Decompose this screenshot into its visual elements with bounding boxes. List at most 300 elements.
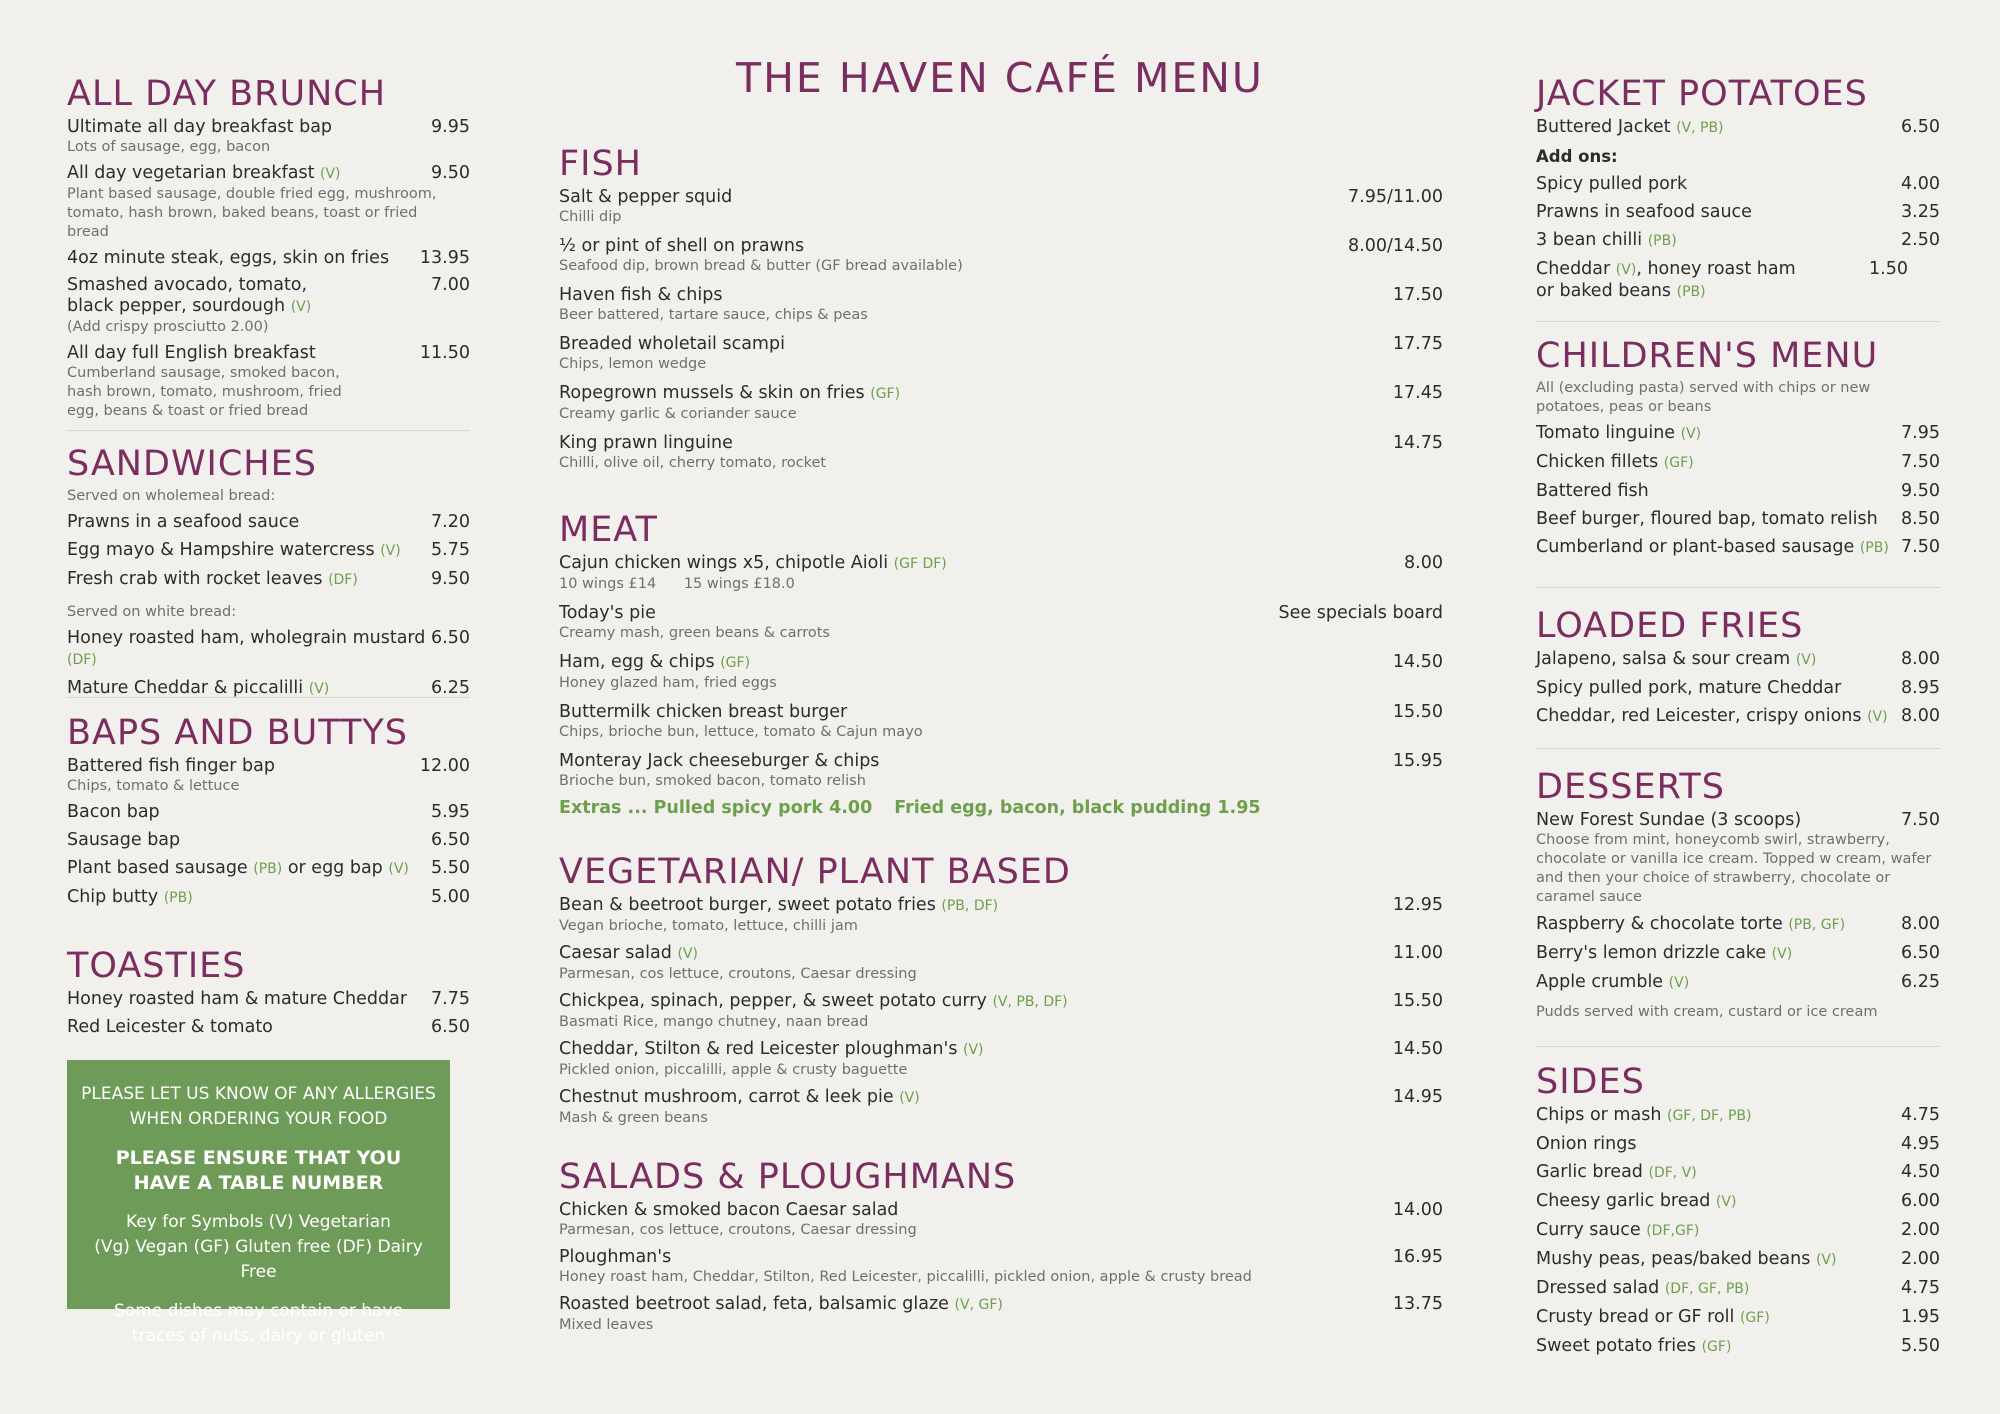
menu-item: [1536, 1336, 1940, 1358]
item-name: Cheddar: [1536, 259, 1611, 279]
item-price: 14.50: [1392, 1039, 1443, 1059]
item-name: Cheddar, Stilton & red Leicester ploughman's: [559, 1039, 958, 1059]
item-price: 9.50: [431, 163, 470, 183]
menu-item: [1536, 537, 1940, 559]
diet-tag: (GF): [870, 386, 901, 402]
item-price: 8.00/14.50: [1348, 236, 1443, 256]
item-name: Bean & beetroot burger, sweet potato fries: [559, 895, 936, 915]
diet-tag: (V): [1771, 946, 1793, 962]
item-name: Haven fish & chips: [559, 285, 723, 305]
menu-item: [67, 756, 470, 796]
extras-pork: Extras ... Pulled spicy pork 4.00: [559, 798, 873, 818]
item-name: Chickpea, spinach, pepper, & sweet potato curry: [559, 991, 987, 1011]
diet-tag: (V, PB, DF): [992, 994, 1068, 1010]
item-price: 14.75: [1392, 433, 1443, 453]
item-price: 12.00: [419, 756, 470, 776]
item-price: 7.20: [431, 512, 470, 532]
item-price: 2.50: [1901, 230, 1940, 250]
item-price: 8.00: [1901, 706, 1940, 726]
item-desc: Parmesan, cos lettuce, croutons, Caesar dressing: [559, 1222, 917, 1238]
item-desc: Chips, lemon wedge: [559, 356, 707, 372]
addons-label: Add ons:: [1536, 147, 1618, 166]
diet-tag: (V): [1715, 1194, 1737, 1210]
item-desc: (Add crispy prosciutto 2.00): [67, 319, 269, 335]
sandwiches-section: [67, 444, 470, 700]
item-name: , honey roast ham: [1636, 259, 1796, 279]
diet-tag: (GF DF): [893, 556, 947, 572]
item-price: 6.25: [1901, 972, 1940, 992]
sides-section: [1536, 1062, 1940, 1358]
diet-tag: (V): [308, 681, 330, 697]
menu-item: [559, 1039, 1443, 1080]
diet-tag: (V): [1668, 975, 1690, 991]
diet-tag: (PB): [1676, 284, 1706, 300]
menu-item: [1536, 509, 1940, 530]
item-desc: Vegan brioche, tomato, lettuce, chilli jam: [559, 918, 858, 934]
diet-tag: (DF): [328, 572, 358, 588]
menu-item: [1536, 1220, 1940, 1242]
menu-item: [559, 751, 1443, 791]
item-price: 7.50: [1901, 452, 1940, 472]
item-price: 16.95: [1392, 1247, 1443, 1267]
item-price: 6.50: [431, 628, 470, 648]
diet-tag: (PB): [1859, 540, 1889, 556]
item-desc: Pickled onion, piccalilli, apple & crusty baguette: [559, 1062, 908, 1078]
menu-item: [559, 895, 1443, 936]
item-name: Sweet potato fries: [1536, 1336, 1697, 1356]
item-name: Chicken fillets: [1536, 452, 1659, 472]
item-name: Jalapeno, salsa & sour cream: [1536, 649, 1791, 669]
item-name: Spicy pulled pork, mature Cheddar: [1536, 678, 1842, 698]
item-name: Chips or mash: [1536, 1105, 1662, 1125]
brunch-section: [67, 74, 470, 421]
diet-tag: (V): [963, 1042, 984, 1058]
diet-tag: (V): [290, 299, 312, 315]
item-price: 15.50: [1392, 991, 1443, 1011]
menu-item: [559, 1087, 1443, 1128]
item-price: 9.50: [1901, 481, 1940, 501]
menu-item: [559, 1247, 1443, 1287]
item-price: 7.95: [1901, 423, 1940, 443]
diet-tag: (GF): [1663, 455, 1694, 471]
menu-item: [1536, 1105, 1940, 1127]
item-desc: Brioche bun, smoked bacon, tomato relish: [559, 773, 866, 789]
item-price: 14.95: [1392, 1087, 1443, 1107]
diet-tag: (V): [1815, 1252, 1837, 1268]
menu-item: [1536, 914, 1940, 936]
item-desc: Mash & green beans: [559, 1110, 708, 1126]
item-price: 6.50: [431, 830, 470, 850]
bread-note: Served on white bread:: [67, 604, 237, 620]
item-name: Chicken & smoked bacon Caesar salad: [559, 1200, 899, 1220]
loaded-fries-title: LOADED FRIES: [1536, 606, 1804, 646]
item-name: Breaded wholetail scampi: [559, 334, 785, 354]
notice-line: (Vg) Vegan (GF) Gluten free (DF) Dairy Free: [94, 1237, 423, 1282]
extras-egg: Fried egg, bacon, black pudding 1.95: [894, 798, 1261, 818]
item-name: Battered fish: [1536, 481, 1649, 501]
item-name: Battered fish finger bap: [67, 756, 275, 776]
menu-item: [1536, 202, 1940, 223]
diet-tag: (DF): [67, 652, 97, 668]
item-desc: Chips, tomato & lettuce: [67, 778, 240, 794]
bread-note: Served on wholemeal bread:: [67, 488, 276, 504]
diet-tag: (V): [1615, 262, 1637, 278]
item-desc: Creamy mash, green beans & carrots: [559, 625, 830, 641]
item-desc: Beer battered, tartare sauce, chips & peas: [559, 307, 868, 323]
menu-item: [1536, 810, 1940, 907]
item-price: 13.75: [1392, 1294, 1443, 1314]
menu-item: [1536, 1162, 1940, 1184]
item-price: 1.50: [1869, 259, 1908, 279]
item-price: 14.50: [1392, 652, 1443, 672]
vegetarian-title: VEGETARIAN/ PLANT BASED: [559, 852, 1071, 892]
divider: [1536, 748, 1940, 749]
item-name-suffix: or egg bap: [287, 858, 383, 878]
item-price: 8.50: [1901, 509, 1940, 529]
item-name: Cumberland or plant-based sausage: [1536, 537, 1855, 557]
item-name: Onion rings: [1536, 1134, 1637, 1154]
item-name: Egg mayo & Hampshire watercress: [67, 540, 375, 560]
item-name: Sausage bap: [67, 830, 181, 850]
item-price: 3.25: [1901, 202, 1940, 222]
menu-item: [559, 383, 1443, 424]
diet-tag: (V): [899, 1090, 920, 1106]
item-price: 7.50: [1901, 810, 1940, 830]
item-price: 4.75: [1901, 1105, 1940, 1125]
diet-tag: (GF): [1739, 1310, 1770, 1326]
menu-item: [559, 433, 1443, 473]
item-desc: Honey roast ham, Cheddar, Stilton, Red Leicester, piccalilli, pickled onion, apple & crusty bread: [559, 1269, 1252, 1285]
menu-item: [1536, 259, 1908, 303]
sandwiches-title: SANDWICHES: [67, 444, 317, 484]
divider: [1536, 587, 1940, 588]
item-price: 7.95/11.00: [1348, 187, 1443, 207]
diet-tag: (V, PB): [1676, 120, 1724, 136]
divider: [67, 430, 470, 431]
menu-item: [559, 603, 1443, 643]
item-name: Salt & pepper squid: [559, 187, 733, 207]
jacket-title: JACKET POTATOES: [1536, 74, 1868, 114]
menu-item: [1536, 481, 1940, 502]
baps-section: [67, 713, 470, 909]
menu-item: [1536, 972, 1940, 994]
item-price: See specials board: [1278, 603, 1443, 623]
fish-section: [559, 144, 1443, 473]
allergy-notice: [67, 1060, 450, 1346]
menu-item: [559, 652, 1443, 693]
item-price: 13.95: [419, 248, 470, 268]
menu-item: [1536, 423, 1940, 445]
item-name: Mushy peas, peas/baked beans: [1536, 1249, 1811, 1269]
item-name: Today's pie: [559, 603, 656, 623]
item-desc: Creamy garlic & coriander sauce: [559, 406, 797, 422]
item-price: 7.50: [1901, 537, 1940, 557]
menu-item: [1536, 678, 1940, 699]
item-desc: Chilli dip: [559, 209, 622, 225]
menu-item: [1536, 1278, 1940, 1300]
item-desc: Parmesan, cos lettuce, croutons, Caesar dressing: [559, 966, 917, 982]
item-price: 8.95: [1901, 678, 1940, 698]
item-name: Ropegrown mussels & skin on fries: [559, 383, 865, 403]
menu-item: [67, 887, 470, 909]
toasties-section: [67, 946, 470, 1038]
menu-item: [67, 163, 470, 242]
notice-line: Key for Symbols (V) Vegetarian: [126, 1212, 391, 1232]
children-title: CHILDREN'S MENU: [1536, 336, 1879, 376]
item-price: 9.50: [431, 569, 470, 589]
item-name: Garlic bread: [1536, 1162, 1643, 1182]
item-name: Red Leicester & tomato: [67, 1017, 273, 1037]
menu-item: [67, 512, 470, 533]
item-price: 5.50: [431, 858, 470, 878]
item-price: 6.50: [431, 1017, 470, 1037]
item-price: 6.25: [431, 678, 470, 698]
item-name: Honey roasted ham & mature Cheddar: [67, 989, 408, 1009]
item-price: 5.50: [1901, 1336, 1940, 1356]
item-price: 8.00: [1901, 914, 1940, 934]
item-name: ½ or pint of shell on prawns: [559, 236, 805, 256]
item-name: All day vegetarian breakfast: [67, 163, 315, 183]
diet-tag: (GF): [720, 655, 751, 671]
menu-item: [1536, 174, 1940, 195]
diet-tag: (PB): [1647, 233, 1677, 249]
menu-item: [1536, 452, 1940, 474]
item-desc: Basmati Rice, mango chutney, naan bread: [559, 1014, 869, 1030]
item-price: 17.75: [1392, 334, 1443, 354]
item-name: Cheddar, red Leicester, crispy onions: [1536, 706, 1862, 726]
diet-tag: (PB, GF): [1788, 917, 1846, 933]
menu-item: [67, 275, 470, 337]
item-desc: Chips, brioche bun, lettuce, tomato & Cajun mayo: [559, 724, 923, 740]
item-desc: 10 wings £14 15 wings £18.0: [559, 576, 795, 592]
diet-tag: (V, GF): [954, 1297, 1003, 1313]
item-price: 9.95: [431, 117, 470, 137]
item-name: Tomato linguine: [1536, 423, 1676, 443]
menu-item: [1536, 1134, 1940, 1155]
menu-item: [67, 540, 470, 562]
menu-item: [1536, 943, 1940, 965]
item-name: Roasted beetroot salad, feta, balsamic glaze: [559, 1294, 949, 1314]
menu-item: [67, 989, 470, 1010]
menu-item: [559, 553, 1443, 594]
item-name: Chip butty: [67, 887, 159, 907]
desserts-title: DESSERTS: [1536, 767, 1725, 807]
diet-tag: (DF, GF, PB): [1664, 1281, 1750, 1297]
item-name: Raspberry & chocolate torte: [1536, 914, 1783, 934]
item-price: 17.50: [1392, 285, 1443, 305]
menu-item: [67, 1017, 470, 1038]
item-name: 3 bean chilli: [1536, 230, 1643, 250]
item-name: Dressed salad: [1536, 1278, 1660, 1298]
notice-line: PLEASE ENSURE THAT YOU: [115, 1147, 402, 1169]
item-name: Honey roasted ham, wholegrain mustard: [67, 628, 426, 648]
item-price: 15.95: [1392, 751, 1443, 771]
menu-item: [1536, 1307, 1940, 1329]
menu-item: [1536, 230, 1940, 252]
divider: [1536, 321, 1940, 322]
item-desc: Chilli, olive oil, cherry tomato, rocket: [559, 455, 827, 471]
menu-item: [1536, 1249, 1940, 1271]
item-name: Ham, egg & chips: [559, 652, 715, 672]
item-name: Plant based sausage: [67, 858, 248, 878]
meat-title: MEAT: [559, 510, 658, 550]
menu-item: [559, 1294, 1443, 1335]
menu-item: [67, 569, 470, 591]
item-price: 6.00: [1901, 1191, 1940, 1211]
menu-item: [67, 830, 470, 851]
diet-tag: (V): [320, 166, 341, 182]
item-name: Cajun chicken wings x5, chipotle Aioli: [559, 553, 889, 573]
item-name: Prawns in seafood sauce: [1536, 202, 1752, 222]
item-price: 1.95: [1901, 1307, 1940, 1327]
item-price: 5.95: [431, 802, 470, 822]
divider: [67, 697, 470, 698]
item-price: 11.50: [419, 343, 470, 363]
menu-item: [559, 187, 1443, 227]
item-name: Mature Cheddar & piccalilli: [67, 678, 304, 698]
item-name: Buttered Jacket: [1536, 117, 1671, 137]
item-price: 7.75: [431, 989, 470, 1009]
item-desc: Seafood dip, brown bread & butter (GF bread available): [559, 258, 963, 274]
menu-item: [67, 802, 470, 823]
item-price: 15.50: [1392, 702, 1443, 722]
menu-item: [67, 343, 470, 421]
item-desc: Plant based sausage, double fried egg, mushroom, tomato, hash brown, baked beans, toast or fried bread: [67, 186, 437, 240]
children-section: [1536, 336, 1940, 559]
item-price: 4.75: [1901, 1278, 1940, 1298]
item-name: Caesar salad: [559, 943, 672, 963]
diet-tag: (PB, DF): [941, 898, 999, 914]
item-name: Monteray Jack cheeseburger & chips: [559, 751, 880, 771]
notice-line: HAVE A TABLE NUMBER: [133, 1172, 384, 1194]
menu-item: [1536, 117, 1940, 139]
item-price: 7.00: [431, 275, 470, 295]
item-price: 6.50: [1901, 117, 1940, 137]
diet-tag: (DF, V): [1648, 1165, 1697, 1181]
item-desc: Lots of sausage, egg, bacon: [67, 139, 271, 155]
vegetarian-section: [559, 852, 1443, 1128]
diet-tag: (PB): [253, 861, 283, 877]
item-name: or baked beans: [1536, 281, 1672, 301]
diet-tag: (V): [1680, 426, 1702, 442]
menu-item: [67, 117, 470, 157]
menu-item: [67, 628, 470, 671]
item-name: Curry sauce: [1536, 1220, 1641, 1240]
item-name: Beef burger, floured bap, tomato relish: [1536, 509, 1878, 529]
menu-item: [559, 285, 1443, 325]
diet-tag: (V): [1795, 652, 1817, 668]
item-name: Ploughman's: [559, 1247, 672, 1267]
item-name: Berry's lemon drizzle cake: [1536, 943, 1767, 963]
item-price: 8.00: [1901, 649, 1940, 669]
baps-title: BAPS AND BUTTYS: [67, 713, 408, 753]
item-price: 2.00: [1901, 1249, 1940, 1269]
salads-title: SALADS & PLOUGHMANS: [559, 1157, 1017, 1197]
divider: [1536, 1046, 1940, 1047]
children-note: All (excluding pasta) served with chips or new potatoes, peas or beans: [1536, 380, 1871, 415]
item-price: 4.00: [1901, 174, 1940, 194]
item-name: Spicy pulled pork: [1536, 174, 1688, 194]
salads-section: [559, 1157, 1443, 1335]
sides-title: SIDES: [1536, 1062, 1645, 1102]
menu-item: [559, 334, 1443, 374]
item-price: 12.95: [1392, 895, 1443, 915]
item-price: 8.00: [1404, 553, 1443, 573]
item-name: 4oz minute steak, eggs, skin on fries: [67, 248, 390, 268]
diet-tag: (DF,GF): [1646, 1223, 1700, 1239]
jacket-section: [1536, 74, 1940, 303]
item-price: 5.75: [431, 540, 470, 560]
item-name: Smashed avocado, tomato, black pepper, sourdough: [67, 275, 308, 316]
desserts-section: [1536, 767, 1940, 1022]
item-name: Apple crumble: [1536, 972, 1664, 992]
notice-line: traces of nuts, dairy or gluten: [131, 1326, 386, 1346]
item-name: King prawn linguine: [559, 433, 733, 453]
item-price: 6.50: [1901, 943, 1940, 963]
menu-item: [67, 858, 470, 880]
menu-item: [1536, 1191, 1940, 1213]
menu-item: [559, 943, 1443, 984]
menu-item: [559, 236, 1443, 276]
item-desc: Cumberland sausage, smoked bacon, hash brown, tomato, mushroom, fried egg, beans & toast or fried bread: [67, 365, 342, 419]
item-name: Fresh crab with rocket leaves: [67, 569, 323, 589]
item-price: 14.00: [1392, 1200, 1443, 1220]
item-price: 2.00: [1901, 1220, 1940, 1240]
diet-tag: (PB): [163, 890, 193, 906]
toasties-title: TOASTIES: [67, 946, 246, 986]
item-price: 4.95: [1901, 1134, 1940, 1154]
menu-item: [559, 991, 1443, 1032]
menu-item: [559, 702, 1443, 742]
meat-section: [559, 510, 1443, 818]
item-price: 17.45: [1392, 383, 1443, 403]
menu-title: THE HAVEN CAFÉ MENU: [736, 54, 1264, 102]
desserts-note: Pudds served with cream, custard or ice cream: [1536, 1004, 1878, 1020]
menu-item: [1536, 649, 1940, 671]
menu-item: [67, 248, 470, 269]
item-price: 5.00: [431, 887, 470, 907]
item-name: Crusty bread or GF roll: [1536, 1307, 1735, 1327]
diet-tag: (V): [1867, 709, 1888, 725]
diet-tag: (V): [677, 946, 698, 962]
notice-line: Some dishes may contain or have: [114, 1301, 403, 1321]
item-desc: Honey glazed ham, fried eggs: [559, 675, 777, 691]
item-name: New Forest Sundae (3 scoops): [1536, 810, 1802, 830]
item-name: Ultimate all day breakfast bap: [67, 117, 333, 137]
diet-tag: (GF, DF, PB): [1666, 1108, 1752, 1124]
item-name: Buttermilk chicken breast burger: [559, 702, 848, 722]
fish-title: FISH: [559, 144, 642, 184]
notice-line: PLEASE LET US KNOW OF ANY ALLERGIES: [81, 1084, 436, 1104]
item-price: 11.00: [1392, 943, 1443, 963]
loaded-fries-section: [1536, 606, 1940, 728]
item-name: Bacon bap: [67, 802, 160, 822]
diet-tag: (GF): [1701, 1339, 1732, 1355]
menu-item: [559, 1200, 1443, 1240]
item-desc: Choose from mint, honeycomb swirl, strawberry, chocolate or vanilla ice cream. Topped w cream, wafer and then your choice of strawberry, chocolate or caramel sauce: [1536, 832, 1932, 905]
item-name: All day full English breakfast: [67, 343, 316, 363]
diet-tag: (V): [380, 543, 401, 559]
item-name: Chestnut mushroom, carrot & leek pie: [559, 1087, 894, 1107]
item-name: Prawns in a seafood sauce: [67, 512, 300, 532]
diet-tag: (V): [388, 861, 409, 877]
item-name: Cheesy garlic bread: [1536, 1191, 1711, 1211]
brunch-title: ALL DAY BRUNCH: [67, 74, 387, 114]
item-price: 4.50: [1901, 1162, 1940, 1182]
menu-item: [1536, 706, 1940, 728]
extras-line: [559, 798, 1443, 818]
item-desc: Mixed leaves: [559, 1317, 654, 1333]
